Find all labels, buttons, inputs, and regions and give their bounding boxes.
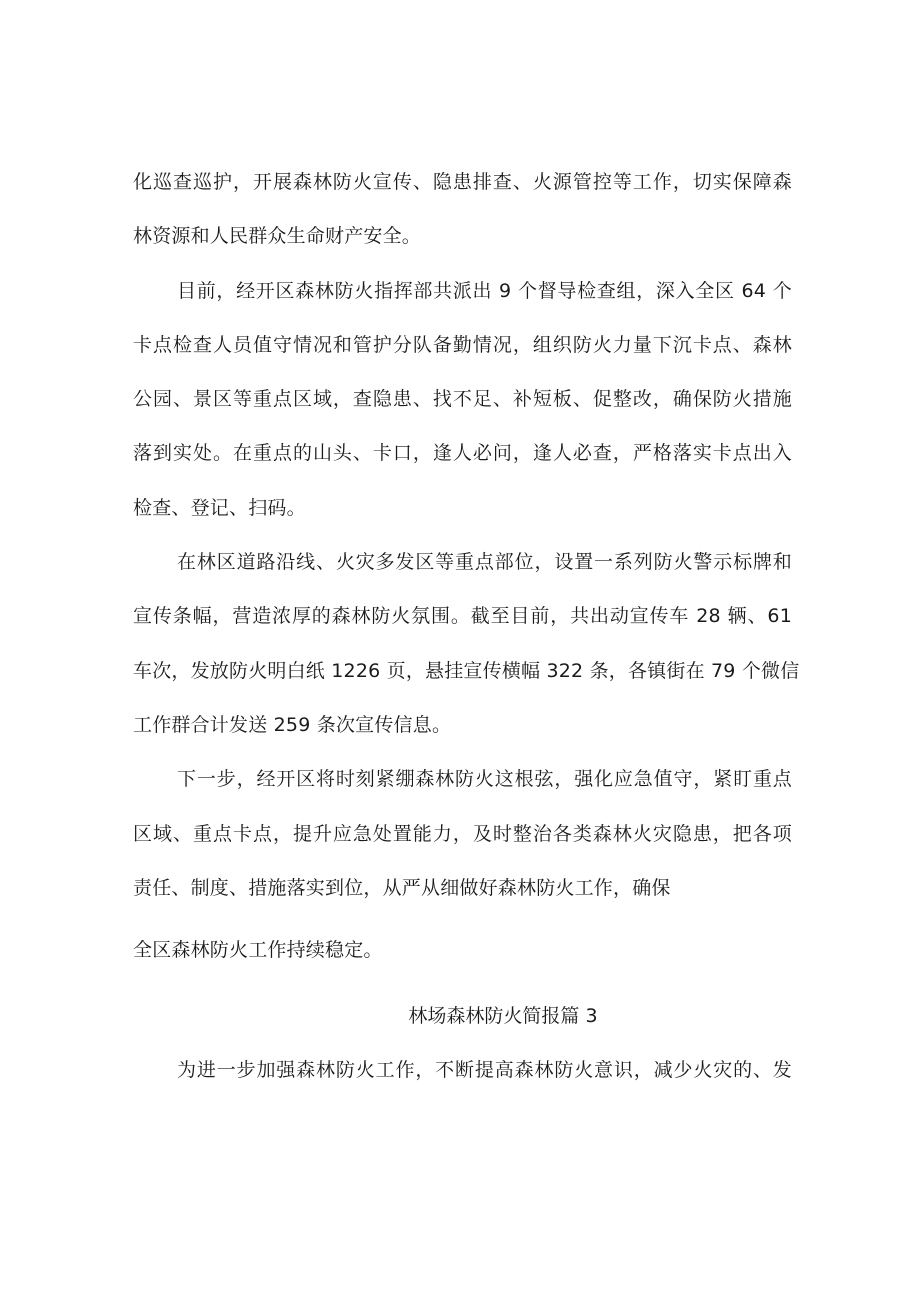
paragraph-1-line-1: 化巡查巡护，开展森林防火宣传、隐患排查、火源管控等工作，切实保障森: [133, 171, 792, 193]
paragraph-4-line-2: 区域、重点卡点，提升应急处置能力，及时整治各类森林火灾隐患，把各项: [133, 823, 792, 845]
paragraph-3-line-4: 工作群合计发送 259 条次宣传信息。: [133, 714, 452, 736]
section-heading: [0, 1004, 920, 1028]
paragraph-3-line-1: 在林区道路沿线、火灾多发区等重点部位，设置一系列防火警示标牌和: [177, 551, 792, 573]
paragraph-4-line-3: 责任、制度、措施落实到位，从严从细做好森林防火工作，确保: [133, 877, 671, 899]
paragraph-2-line-4: 落到实处。在重点的山头、卡口，逢人必问，逢人必查，严格落实卡点出入: [133, 442, 792, 464]
paragraph-3-line-2: 宣传条幅，营造浓厚的森林防火氛围。截至目前，共出动宣传车 28 辆、61: [133, 605, 792, 627]
paragraph-5-line-1: 为进一步加强森林防火工作，不断提高森林防火意识，减少火灾的、发: [177, 1059, 792, 1081]
paragraph-4-line-4: 全区森林防火工作持续稳定。: [133, 939, 383, 961]
paragraph-4-line-1: 下一步，经开区将时刻紧绷森林防火这根弦，强化应急值守，紧盯重点: [177, 768, 792, 790]
paragraph-2-line-3: 公园、景区等重点区域，查隐患、找不足、补短板、促整改，确保防火措施: [133, 388, 792, 410]
paragraph-2-line-2: 卡点检查人员值守情况和管护分队备勤情况，组织防火力量下沉卡点、森林: [133, 334, 792, 356]
section-heading-text: 林场森林防火简报篇 3: [408, 1005, 598, 1027]
paragraph-2-line-1: 目前，经开区森林防火指挥部共派出 9 个督导检查组，深入全区 64 个: [177, 280, 792, 302]
paragraph-3-line-3: 车次，发放防火明白纸 1226 页，悬挂宣传横幅 322 条，各镇街在 79 个微信: [133, 660, 800, 682]
paragraph-1-line-2: 林资源和人民群众生命财产安全。: [133, 225, 422, 247]
paragraph-2-line-5: 检查、登记、扫码。: [133, 497, 306, 519]
